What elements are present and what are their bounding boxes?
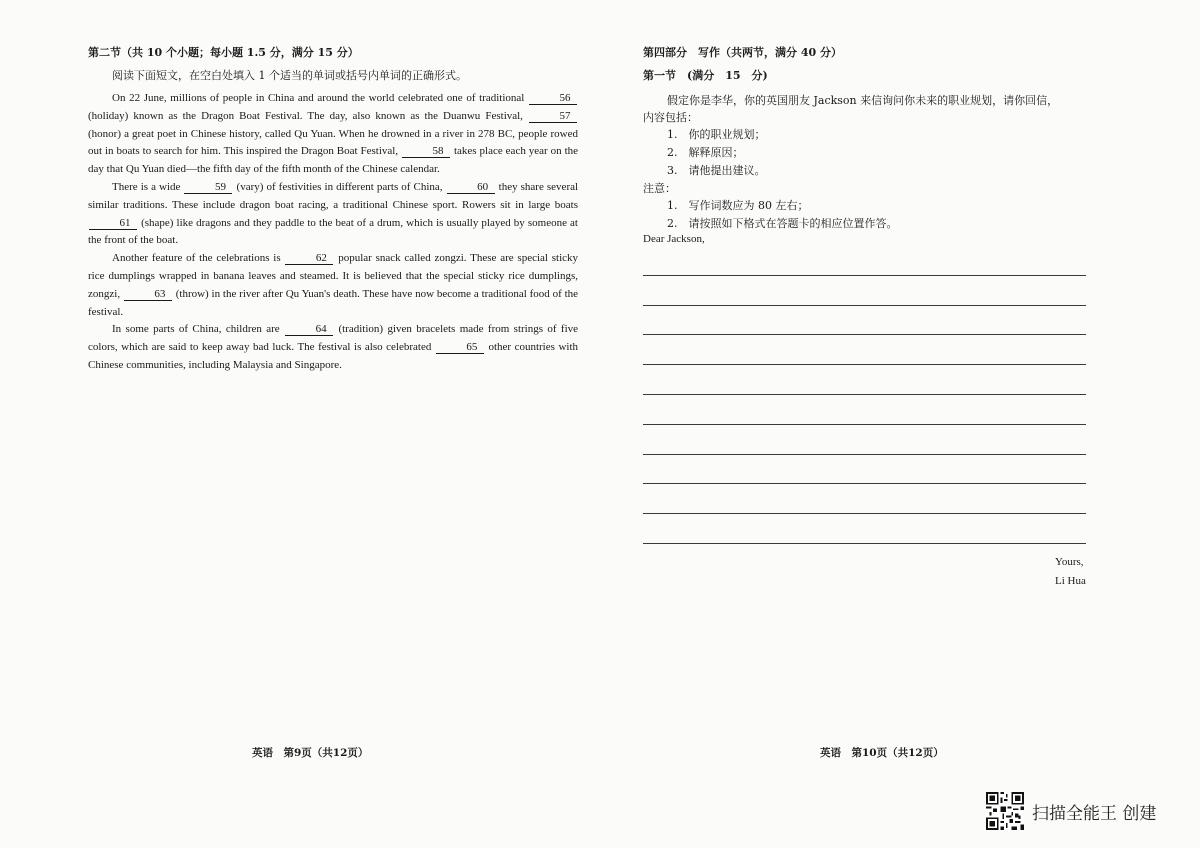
- instruction: 阅读下面短文，在空白处填入 1 个适当的单词或括号内单词的正确形式。: [112, 69, 467, 82]
- writing-area[interactable]: [643, 246, 1086, 544]
- passage-text: There is a wide: [112, 180, 181, 193]
- blank-63: 63: [124, 289, 172, 301]
- blank-60: 60: [447, 182, 495, 194]
- passage-text: (throw) in the river after Qu Yuan's death. These have now become a traditional food of the festival.: [88, 287, 579, 318]
- blank-57: 57: [529, 111, 577, 123]
- passage-text: other countries with Chinese communities, including Malaysia and Singapore.: [88, 341, 579, 371]
- blank-58: 58: [402, 146, 450, 158]
- writing-line[interactable]: [643, 335, 1086, 365]
- blank-61: 61: [89, 218, 137, 230]
- writing-line[interactable]: [643, 246, 1086, 276]
- content-list: [667, 126, 766, 180]
- section-heading: 第二节（共 10 个小题；每小题 1.5 分，满分 15 分）: [88, 46, 359, 59]
- paragraph-2: [88, 179, 578, 250]
- writing-line[interactable]: [643, 276, 1086, 306]
- blank-62: 62: [285, 253, 333, 265]
- passage-text: (vary) of festivities in different parts of China,: [236, 180, 443, 193]
- notes-label: 注意：: [643, 182, 676, 195]
- scanner-label: 扫描全能王 创建: [1032, 803, 1157, 824]
- blank-65: 65: [436, 342, 484, 354]
- salutation: Dear Jackson,: [643, 233, 705, 245]
- writing-prompt: 假定你是李华，你的英国朋友 Jackson 来信询问你未来的职业规划，请你回信，: [667, 94, 1059, 107]
- note-item: 1. 写作词数应为 80 左右；: [667, 199, 809, 212]
- writing-line[interactable]: [643, 306, 1086, 336]
- part-heading: 第四部分 写作（共两节，满分 40 分）: [643, 46, 842, 59]
- qr-code-icon: [986, 792, 1024, 830]
- paragraph-3: [88, 250, 578, 321]
- section-heading: 第一节 (满分 15 分): [643, 69, 768, 82]
- note-item: 2. 请按照如下格式在答题卡的相应位置作答。: [667, 217, 898, 230]
- passage-text: On 22 June, millions of people in China and around the world celebrated one of traditional: [112, 92, 525, 104]
- signature: Li Hua: [1055, 575, 1086, 587]
- content-item: 2. 解释原因；: [667, 146, 744, 159]
- writing-line[interactable]: [643, 514, 1086, 544]
- passage-text: (honor) a great poet in Chinese history, called Qu Yuan. When he drowned in a river in 278 BC, people rowed out in boats to search for him. This inspired the Dragon Boat Festival,: [88, 127, 578, 158]
- blank-64: 64: [285, 324, 333, 336]
- passage-text: (holiday) known as the Dragon Boat Festival. The day, also known as the Duanwu Festival,: [88, 109, 523, 122]
- writing-line[interactable]: [643, 425, 1086, 455]
- closing: Yours,: [1055, 556, 1084, 568]
- content-item: 1. 你的职业规划；: [667, 128, 766, 141]
- passage-text: takes place each year on the day that Qu Yuan died—the fifth day of the fifth month of the Chinese calendar.: [88, 145, 579, 176]
- scanner-badge: [986, 792, 1156, 830]
- writing-line[interactable]: [643, 484, 1086, 514]
- passage-text: In some parts of China, children are: [112, 323, 280, 336]
- page-footer: 英语 第10页（共12页）: [820, 747, 944, 759]
- writing-line[interactable]: [643, 395, 1086, 425]
- passage-text: (shape) like dragons and they paddle to the beat of a drum, which is usually played by someone at the front of the boat.: [88, 216, 578, 247]
- blank-59: 59: [184, 182, 232, 194]
- passage: [88, 90, 578, 375]
- notes-list: [667, 197, 898, 233]
- paragraph-4: [88, 321, 578, 374]
- blank-56: 56: [529, 93, 577, 105]
- passage-text: they share several similar traditions. These include dragon boat racing, a traditional Chinese sport. Rowers sit in large boats: [88, 180, 579, 211]
- content-label: 内容包括：: [643, 111, 698, 124]
- passage-text: (tradition) given bracelets made from strings of five colors, which are said to keep away bad luck. The festival is also celebrated: [88, 323, 579, 354]
- passage-text: popular snack called zongzi. These are special sticky rice dumplings wrapped in banana leaves and steamed. It is believed that the special sticky rice dumplings, zongzi,: [88, 252, 579, 300]
- writing-line[interactable]: [643, 365, 1086, 395]
- paragraph-1: [88, 90, 578, 179]
- passage-text: Another feature of the celebrations is: [112, 252, 281, 265]
- page-footer: 英语 第9页（共12页）: [252, 747, 369, 759]
- content-item: 3. 请他提出建议。: [667, 164, 766, 177]
- writing-line[interactable]: [643, 455, 1086, 485]
